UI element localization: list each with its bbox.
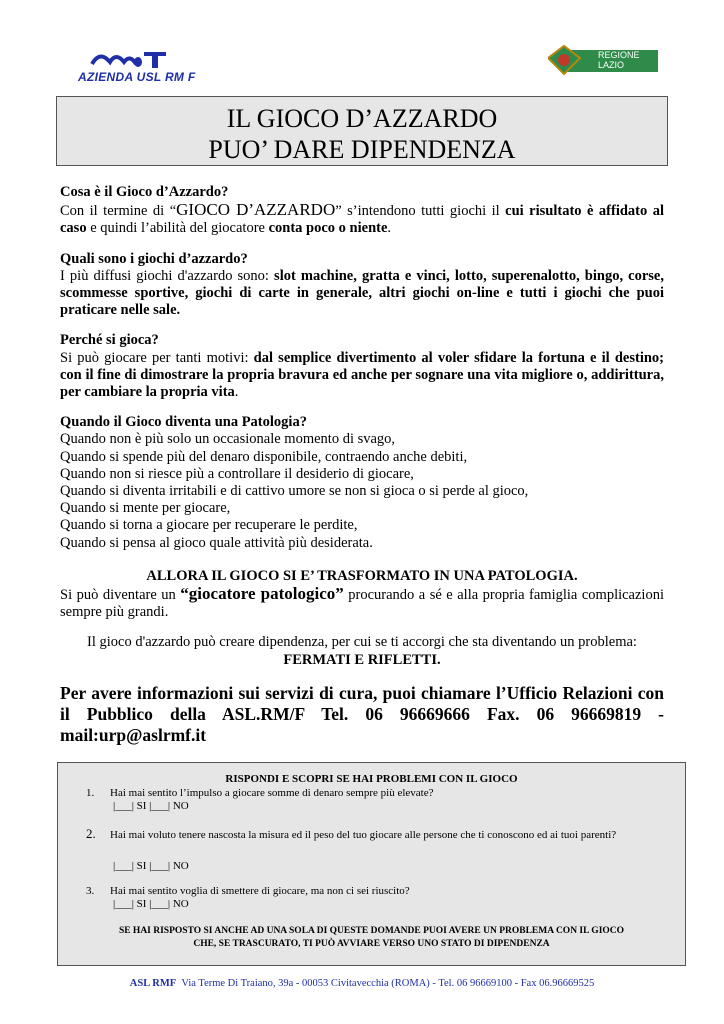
answer-checkboxes[interactable]: |___| SI |___| NO — [113, 898, 189, 910]
list-item: Quando si diventa irritabili e di cattivo umore se non si gioca o si perde al gioco, — [60, 483, 529, 500]
main-content — [60, 184, 664, 746]
quiz-warning: SE HAI RISPOSTO SI ANCHE AD UNA SOLA DI QUESTE DOMANDE PUOI AVERE UN PROBLEMA CON IL GIOCO CHE, SE TRASCURATO, TI PUÒ AVVIARE VERSO UNO STATO DI DIPENDENZA — [118, 926, 625, 949]
quiz-question-1: 1. Hai mai sentito l’impulso a giocare somme di denaro sempre più elevate? |___| SI |___| NO — [86, 787, 676, 813]
section-heading: ALLORA IL GIOCO SI E’ TRASFORMATO IN UNA PATOLOGIA. — [146, 567, 578, 584]
list-item: Quando non si riesce più a controllare il desiderio di giocare, — [60, 465, 414, 482]
list-item: Quando si mente per giocare, — [60, 500, 231, 517]
title-box — [56, 96, 668, 166]
title-line-2: PUO’ DARE DIPENDENZA — [208, 135, 516, 164]
section-question: Cosa è il Gioco d’Azzardo? — [60, 184, 229, 200]
list-item: Quando non è più solo un occasionale momento di svago, — [60, 431, 396, 448]
quiz-title: RISPONDI E SCOPRI SE HAI PROBLEMI CON IL GIOCO — [225, 773, 518, 785]
answer-checkboxes[interactable]: |___| SI |___| NO — [113, 800, 189, 812]
answer-checkboxes[interactable]: |___| SI |___| NO — [113, 860, 189, 872]
section-question: Quali sono i giochi d’azzardo? — [60, 250, 248, 267]
quiz-box — [57, 762, 686, 966]
section-stop: Il gioco d'azzardo può creare dipendenza, per cui se ti accorgi che sta diventando un problema: FERMATI E RIFLETTI. — [87, 634, 637, 668]
asl-logo-text: AZIENDA USL RM F — [78, 70, 196, 84]
section-pathology — [60, 414, 664, 552]
quiz-question-3: 3. Hai mai sentito voglia di smettere di giocare, ma non ci sei riuscito? |___| SI |___| NO — [86, 885, 676, 911]
section-which-games — [60, 251, 664, 320]
list-item: Quando si spende più del denaro disponibile, contraendo anche debiti, — [60, 448, 468, 465]
quiz-question-2: 2. Hai mai voluto tenere nascosta la misura ed il peso del tuo giocare alle persone che ti conoscono ed ai tuoi parenti? |___| SI |___| NO — [86, 827, 676, 873]
section-body: Si può diventare un “giocatore patologico” procurando a sé e alla propria famiglia complicazioni sempre più grandi. — [60, 584, 664, 621]
footer-org: ASL RMF — [129, 978, 177, 989]
section-body: Si può giocare per tanti motivi: dal semplice divertimento al voler sfidare la fortuna e il destino; con il fine di dimostrare la propria bravura ed anche per sognare una vita migliore o, addirittura, per cambiare la propria vita. — [60, 349, 665, 401]
list-item: Quando si pensa al gioco quale attività più desiderata. — [60, 534, 373, 551]
contact-info: Per avere informazioni sui servizi di cura, puoi chiamare l’Ufficio Relazioni con il Pubblico della ASL.RM/F Tel. 06 96669666 Fax. 06 96669819 - mail:urp@aslrmf.it — [60, 682, 664, 745]
section-body: Con il termine di “GIOCO D’AZZARDO” s’intendono tutti giochi il cui risultato è affidato al caso e quindi l’abilità del giocatore conta poco o niente. — [60, 200, 664, 237]
title-line-1: IL GIOCO D’AZZARDO — [226, 104, 498, 133]
section-why-play — [60, 332, 664, 401]
list-item: Quando si torna a giocare per recuperare le perdite, — [60, 517, 358, 534]
section-question: Quando il Gioco diventa una Patologia? — [60, 414, 307, 431]
section-question: Perché si gioca? — [60, 332, 159, 349]
section-what-is — [60, 184, 664, 238]
region-lazio-logo-text: REGIONE LAZIO — [598, 50, 640, 70]
section-conclusion — [60, 568, 664, 622]
section-body: I più diffusi giochi d'azzardo sono: slot machine, gratta e vinci, lotto, superenalotto, bingo, corse, scommesse sportive, giochi di carte in generale, altri giochi on-line e tutti i giochi che puoi praticare nelle sale. — [60, 267, 664, 319]
footer — [0, 978, 724, 989]
footer-address: Via Terme Di Traiano, 39a - 00053 Civitavecchia (ROMA) - Tel. 06 96669100 - Fax 06.96669525 — [181, 978, 595, 989]
